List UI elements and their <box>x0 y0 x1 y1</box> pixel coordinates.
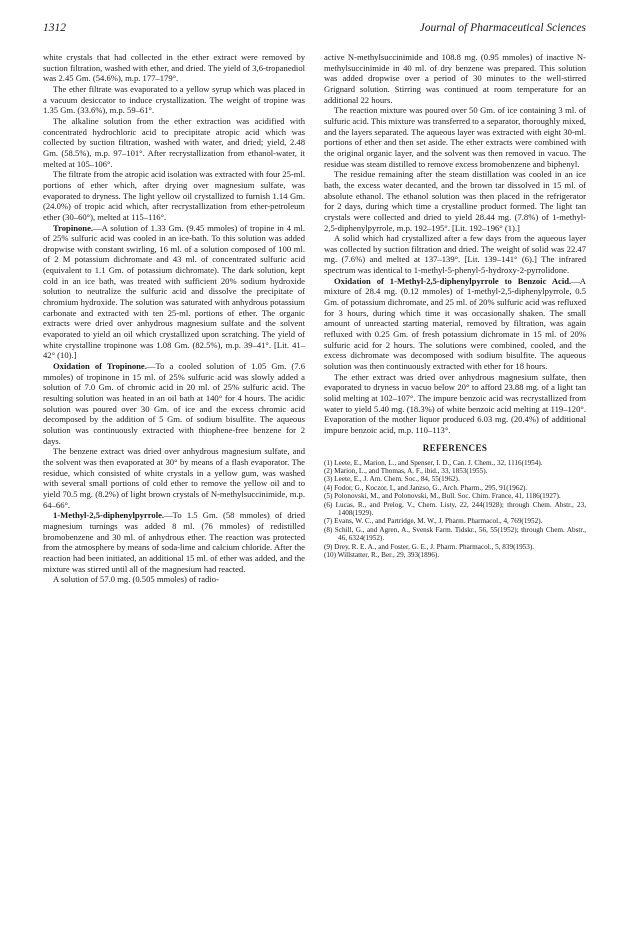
journal-title: Journal of Pharmaceutical Sciences <box>419 22 586 34</box>
reference-item: (4) Fodor, G., Koczor, I., and Janzso, G., Arch. Pharm., 295, 91(1962). <box>324 483 528 492</box>
paragraph-text: The alkaline solution from the ether extraction was acidified with concentrated hydrochloric acid to precipitate atropic acid which was collected by suction filtration, washed with water, and dried; yield, 2.48 Gm. (58.5%), m.p. 97–101°. After recrystallization from ethanol-water, it melted at 105–106°. <box>43 115 305 169</box>
page-number: 1312 <box>43 22 66 34</box>
paragraph-text: —To 1.5 Gm. (58 mmoles) of dried magnesium turnings was added 8 ml. (76 mmoles) of redistilled bromobenzene and 30 ml. of anhydrous ether. The reaction was protected from the atmosphere by means of soda-lime and calcium chloride. After the reaction had been initiated, an additional 15 ml. of ether was added, and the mixture was stirred until all of the magnesium had reacted. <box>43 510 305 574</box>
body-columns <box>43 52 586 585</box>
reference-item: (9) Drey, R. E. A., and Foster, G. E., J. Pharm. Pharmacol., 5, 839(1953). <box>324 542 535 551</box>
paragraph <box>43 574 305 585</box>
paragraph-text: The ether filtrate was evaporated to a yellow syrup which was placed in a vacuum desiccator to induce crystallization. The weight of tropine was 1.35 Gm. (33.6%), m.p. 59–61°. <box>43 83 305 116</box>
paragraph-text: The ether extract was dried over anhydrous magnesium sulfate, then evaporated to dryness in vacuo below 20° to afford 23.88 mg. of a light tan solid melting at 102–107°. The impure benzoic acid was recrystallized from water to yield 5.40 mg. (18.3%) of white benzoic acid melting at 119–120°. Evaporation of the mother liquor produced 6.03 mg. (20.4%) of additional impure benzoic acid, m.p. 110–113°. <box>324 371 586 435</box>
paragraph <box>43 52 305 84</box>
paragraph-text: The residue remaining after the steam distillation was cooled in an ice bath, the excess water decanted, and the brown tar dissolved in 15 ml. of absolute ethanol. The ethanol solution was then placed in the refrigerator for 2 days, during which time a crystalline product formed. The light tan crystals were collected and dried to yield 28.44 mg. (7.8%) of 1-methyl-2,5-diphenylpyrrole, m.p. 192–195°. [Lit. 192–196° (1).] <box>324 169 586 233</box>
paragraph <box>324 372 586 436</box>
paragraph-text: —A mixture of 28.4 mg. (0.12 mmoles) of 1-methyl-2,5-diphenylpyrrole, 0.5 Gm. of potassium dichromate, and 25 ml. of 20% sulfuric acid was refluxed for 3 hours, during which time it was occasionally shaken. The small amount of unreacted starting material, removed by filtration, was again refluxed with 0.25 Gm. of fresh potassium dichromate in 15 ml. of 20% sulfuric acid for 2 hours. The solutions were combined, cooled, and the excess dichromate was decomposed with sodium bisulfite. The aqueous solution was then continuously extracted with ether for 18 hours. <box>324 275 586 372</box>
paragraph <box>43 169 305 222</box>
left-column <box>43 52 305 585</box>
paragraph-text: The filtrate from the atropic acid isolation was extracted with four 25-ml. portions of ether which, after drying over magnesium sulfate, was evaporated to dryness. The light yellow oil crystallized to furnish 1.14 Gm. (24.0%) of tropic acid which, after recrystallization from ether-petroleum ether (30–60°), melted at 115–116°. <box>43 169 305 222</box>
reference-item: (2) Marion, L., and Thomas, A. F., ibid., 33, 1853(1955). <box>324 467 488 476</box>
paragraph <box>43 84 305 116</box>
reference-item: (8) Schill, G., and Agren, A., Svensk Farm. Tidskr., 56, 55(1952); through Chem. Abstr., 46, 6324(1952). <box>324 525 586 543</box>
paragraph <box>324 233 586 276</box>
paragraph <box>324 52 586 105</box>
paragraph-text: active N-methylsuccinimide and 108.8 mg. (0.95 mmoles) of inactive N-methylsuccinimide in 40 ml. of dry benzene was prepared. This solution was added dropwise over a period of 30 minutes to the well-stirred Grignard solution. Stirring was continued at room temperature for an additional 22 hours. <box>324 52 586 105</box>
paragraph <box>324 169 586 233</box>
reference-item: (3) Leete, E., J. Am. Chem. Soc., 84, 55(1962). <box>324 475 460 484</box>
paragraph-text: —A solution of 1.33 Gm. (9.45 mmoles) of tropine in 4 ml. of 25% sulfuric acid was cooled in an ice-bath. To this solution was added dropwise with constant swirling, 16 ml. of a solution composed of 100 ml. of 2 M potassium dichromate and 43 ml. of concentrated sulfuric acid (equivalent to 1.1 Gm. of potassium dichromate). The dark solution, kept cold in an ice bath, was treated with sufficient 20% sodium hydroxide solution to neutralize the sulfuric acid and dissolve the precipitate of chromium hydroxide. The solution was saturated with anhydrous potassium carbonate and extracted with ten 25-ml. portions of ether. The organic extracts were dried over anhydrous magnesium sulfate and the solvent evaporated to yield an oil which crystallized upon scratching. The yield of white crystalline tropinone was 1.08 Gm. (82.5%), m.p. 39–41°. [Lit. 41–42° (10).] <box>43 222 305 361</box>
reference-item: (6) Lucas, R., and Prelog, V., Chem. Listy, 22, 244(1928); through Chem. Abstr., 23, 1408(1929). <box>324 500 586 518</box>
reference-item: (5) Polonovski, M., and Polonovski, M., Bull. Soc. Chim. France, 41, 1186(1927). <box>324 492 561 501</box>
run-in-heading: 1-Methyl-2,5-diphenylpyrrole. <box>53 510 165 521</box>
right-column <box>324 52 586 585</box>
references-heading: REFERENCES <box>422 442 488 453</box>
paragraph-text: The reaction mixture was poured over 50 Gm. of ice containing 3 ml. of sulfuric acid. This mixture was transferred to a separator, thoroughly mixed, and the layers separated. The aqueous layer was extracted with eight 30-ml. portions of ether and then set aside. The ether extracts were combined with the original organic layer, and the solvent was then removed in vacuo. The residue was steam distilled to remove excess bromobenzene and biphenyl. <box>324 105 586 169</box>
run-in-heading: Oxidation of 1-Methyl-2,5-diphenylpyrrole to Benzoic Acid. <box>334 275 572 286</box>
right-column-paragraphs <box>324 52 586 436</box>
paragraph <box>324 276 586 372</box>
run-in-heading: Oxidation of Tropinone. <box>53 361 147 372</box>
paragraph-text: A solution of 57.0 mg. (0.505 mmoles) of radio- <box>53 574 219 585</box>
paragraph <box>43 116 305 169</box>
paragraph-text: white crystals that had collected in the ether extract were removed by suction filtration, washed with ether, and dried. The yield of 3,6-tropanediol was 2.45 Gm. (54.6%), m.p. 177–179°. <box>43 52 305 84</box>
paragraph <box>43 361 305 446</box>
paragraph-text: —To a cooled solution of 1.05 Gm. (7.6 mmoles) of tropinone in 15 ml. of 25% sulfuric acid was slowly added a solution of 7.0 Gm. of chromic acid in 20 ml. of 25% sulfuric acid. The resulting solution was heated in an oil bath at 140° for 4 hours. The acidic solution was poured over 30 Gm. of ice and the excess chromic acid decomposed by the addition of 5 Gm. of sodium bisulfite. The aqueous solution was continuously extracted with thiophene-free benzene for 2 days. <box>43 361 306 446</box>
paragraph-text: A solid which had crystallized after a few days from the aqueous layer was collected by suction filtration and dried. The weight of solid was 22.47 mg. (7.6%) and melted at 137–139°. [Lit. 139–141° (6).] The infrared spectrum was identical to 1-methyl-5-phenyl-5-hydroxy-2-pyrrolidone. <box>324 233 586 276</box>
reference-item: (1) Leete, E., Marion, L., and Spenser, I. D., Can. J. Chem., 32, 1116(1954). <box>324 458 543 467</box>
run-in-heading: Tropinone. <box>53 222 94 233</box>
paragraph <box>43 223 305 362</box>
reference-list <box>324 459 586 560</box>
running-header <box>43 22 586 44</box>
paragraph <box>324 105 586 169</box>
paragraph <box>43 510 305 574</box>
paragraph-text: The benzene extract was dried over anhydrous magnesium sulfate, and the solvent was then evaporated at 30° by means of a flash evaporator. The residue, which consisted of white crystals in a yellow gum, was washed with several small portions of cold ether to remove the yellow oil and to yield 70.5 mg. (8.2%) of light brown crystals of N-methylsuccinimide, m.p. 64–66°. <box>43 446 305 510</box>
paragraph <box>43 446 305 510</box>
reference-item: (7) Evans, W. C., and Partridge, M. W., J. Pharm. Pharmacol., 4, 769(1952). <box>324 517 543 526</box>
reference-item: (10) Willstatter, R., Ber., 29, 393(1896). <box>324 551 440 560</box>
